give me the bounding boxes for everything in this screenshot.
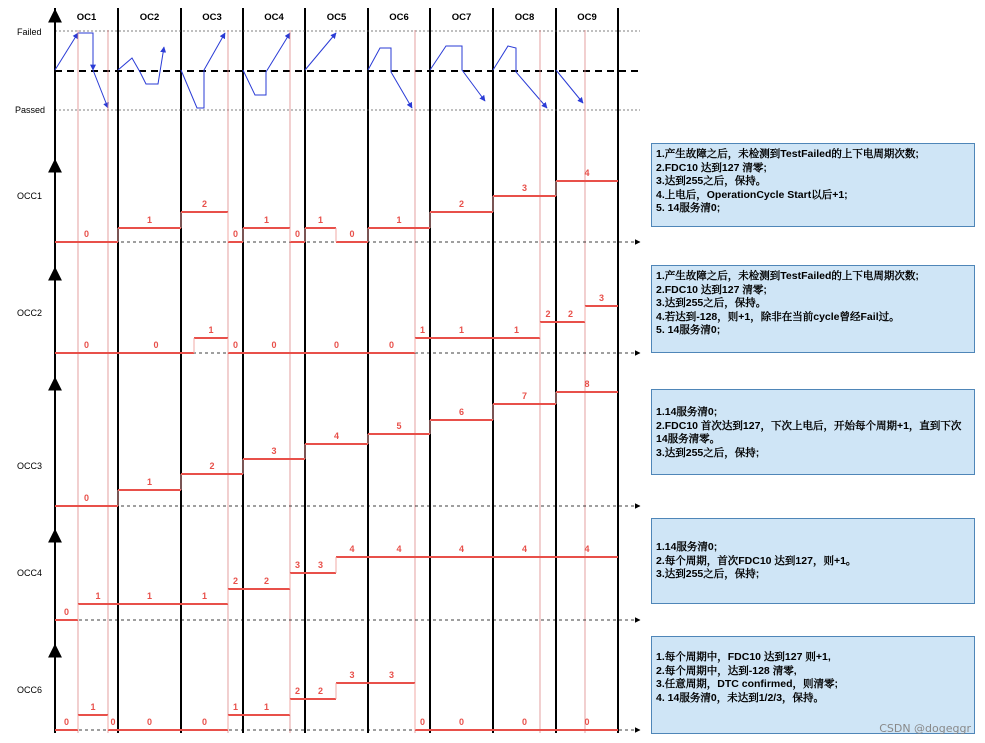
- note-line: 5. 14服务清0;: [656, 202, 721, 214]
- step-value-label: 5: [396, 421, 402, 431]
- oc-label: OC1: [76, 12, 97, 23]
- fault-trace-arrow: [93, 70, 108, 108]
- step-value-label: 0: [201, 717, 208, 727]
- note-line: 1.产生故障之后，未检测到TestFailed的上下电周期次数;: [656, 148, 919, 160]
- step-value-label: 2: [263, 576, 270, 586]
- step-value-label: 1: [146, 215, 153, 225]
- oc-label: OC8: [514, 12, 535, 23]
- note-line: 4.上电后，OperationCycle Start以后+1;: [656, 188, 848, 201]
- note-occ3: [651, 389, 975, 475]
- row-label: OCC1: [17, 191, 43, 201]
- step-value-label: 1: [208, 325, 214, 335]
- step-value-label: 3: [598, 293, 605, 303]
- step-value-label: 2: [294, 686, 301, 696]
- note-line: 1.14服务清0;: [656, 406, 718, 418]
- row-occ6: [17, 645, 640, 730]
- row-occ3: [17, 378, 640, 506]
- step-value-label: 0: [521, 717, 528, 727]
- step-value-label: 0: [232, 340, 239, 350]
- step-value-label: 2: [209, 461, 215, 471]
- step-value-label: 0: [294, 229, 301, 239]
- note-line: 3.达到255之后，保持;: [656, 446, 760, 459]
- step-value-label: 0: [110, 717, 116, 727]
- watermark: CSDN @dogeggr: [879, 722, 971, 735]
- step-value-label: 0: [63, 607, 70, 617]
- step-value-label: 1: [513, 325, 520, 335]
- step-value-label: 1: [263, 215, 270, 225]
- oc-label: OC6: [389, 12, 409, 23]
- step-value-label: 2: [545, 309, 551, 319]
- step-value-label: 8: [584, 379, 590, 389]
- oc-label: OC3: [202, 12, 222, 23]
- note-line: 2.FDC10 首次达到127，下次上电后，开始每个周期+1，直到下次14服务清零。: [656, 419, 962, 445]
- step-value-label: 2: [317, 686, 324, 696]
- step-value-label: 0: [349, 229, 355, 239]
- row-label: OCC3: [17, 461, 43, 471]
- row-occ2: [17, 268, 640, 353]
- note-line: 4. 14服务清0，未达到1/2/3，保持。: [656, 691, 825, 704]
- step-value-label: 2: [567, 309, 574, 319]
- step-value-label: 0: [83, 229, 90, 239]
- note-line: 3.达到255之后，保持。: [656, 297, 767, 309]
- oc-label: OC9: [577, 12, 597, 23]
- oc-label: OC2: [139, 12, 160, 23]
- cycle-boundaries: [55, 8, 618, 733]
- row-label: OCC2: [17, 308, 43, 318]
- note-line: 5. 14服务清0;: [656, 324, 721, 336]
- note-line: 3.达到255之后，保持;: [656, 568, 760, 580]
- step-value-label: 0: [63, 717, 70, 727]
- step-value-label: 3: [317, 560, 324, 570]
- step-value-label: 1: [146, 591, 153, 601]
- note-line: 2.FDC10 达到127 清零;: [656, 283, 767, 296]
- step-value-label: 1: [90, 702, 96, 712]
- note-line: 1.每个周期中，FDC10 达到127 则+1,: [656, 651, 831, 663]
- note-line: 1.产生故障之后，未检测到TestFailed的上下电周期次数;: [656, 270, 919, 282]
- row-label: OCC4: [17, 568, 43, 578]
- note-line: 2.FDC10 达到127 清零;: [656, 161, 767, 174]
- fault-trace-arrow: [78, 33, 93, 70]
- step-value-label: 4: [333, 431, 340, 441]
- step-value-label: 4: [584, 544, 590, 554]
- step-value-label: 1: [419, 325, 426, 335]
- note-line: 3.达到255之后，保持。: [656, 175, 767, 187]
- step-value-label: 0: [333, 340, 340, 350]
- occ-rows: [17, 160, 640, 730]
- oc-label: OC5: [326, 12, 347, 23]
- note-occ1: [651, 143, 975, 227]
- step-value-label: 0: [146, 717, 153, 727]
- note-line: 1.14服务清0;: [656, 541, 718, 553]
- step-value-label: 0: [419, 717, 426, 727]
- step-value-label: 3: [521, 183, 528, 193]
- failed-label: Failed: [17, 27, 42, 37]
- step-value-label: 1: [263, 702, 270, 712]
- step-value-label: 4: [396, 544, 402, 554]
- step-value-label: 1: [396, 215, 402, 225]
- step-value-label: 7: [521, 391, 528, 401]
- row-occ1: [17, 160, 640, 242]
- fault-trace-arrow: [55, 33, 78, 70]
- note-line: 2.每个周期中，达到-128 清零,: [656, 664, 797, 677]
- row-occ4: [17, 530, 640, 620]
- step-value-label: 0: [83, 340, 90, 350]
- oc-label: OC7: [451, 12, 472, 23]
- step-value-label: 6: [458, 407, 465, 417]
- step-value-label: 1: [95, 591, 101, 601]
- step-value-label: 4: [349, 544, 355, 554]
- step-value-label: 3: [271, 446, 277, 456]
- oc-labels: [77, 12, 597, 23]
- fault-trace-arrow: [493, 46, 547, 108]
- fault-status-graph: [15, 10, 640, 733]
- note-occ4: [651, 518, 975, 604]
- step-value-label: 0: [271, 340, 277, 350]
- step-value-label: 0: [388, 340, 395, 350]
- step-value-label: 4: [584, 168, 590, 178]
- note-occ6: [651, 636, 975, 734]
- step-value-label: 3: [388, 670, 395, 680]
- step-value-label: 2: [232, 576, 239, 586]
- row-label: OCC6: [17, 685, 43, 695]
- step-value-label: 1: [317, 215, 324, 225]
- fault-trace-arrow: [368, 48, 412, 108]
- step-value-label: 2: [458, 199, 465, 209]
- fault-trace-arrow: [243, 33, 290, 95]
- passed-label: Passed: [15, 105, 46, 115]
- step-value-label: 4: [521, 544, 528, 554]
- note-line: 3.任意周期，DTC confirmed，则清零;: [656, 678, 839, 690]
- step-value-label: 1: [458, 325, 465, 335]
- fault-trace-arrow: [305, 33, 336, 70]
- step-value-label: 0: [83, 493, 90, 503]
- note-line: 2.每个周期，首次FDC10 达到127，则+1。: [656, 554, 857, 567]
- step-value-label: 1: [146, 477, 153, 487]
- step-value-label: 3: [294, 560, 301, 570]
- step-value-label: 3: [349, 670, 355, 680]
- step-value-label: 1: [201, 591, 208, 601]
- fault-trace-arrow: [556, 70, 583, 103]
- step-value-label: 1: [232, 702, 239, 712]
- oc-label: OC4: [264, 12, 284, 23]
- note-occ2: [651, 265, 975, 353]
- step-value-label: 0: [584, 717, 590, 727]
- step-value-label: 0: [153, 340, 159, 350]
- step-value-label: 2: [201, 199, 208, 209]
- fault-trace-arrow: [118, 47, 164, 84]
- step-value-label: 0: [458, 717, 465, 727]
- step-value-label: 4: [458, 544, 465, 554]
- note-line: 4.若达到-128，则+1，除非在当前cycle曾经Fail过。: [656, 310, 900, 323]
- fault-trace-arrow: [430, 46, 485, 101]
- step-value-label: 0: [232, 229, 239, 239]
